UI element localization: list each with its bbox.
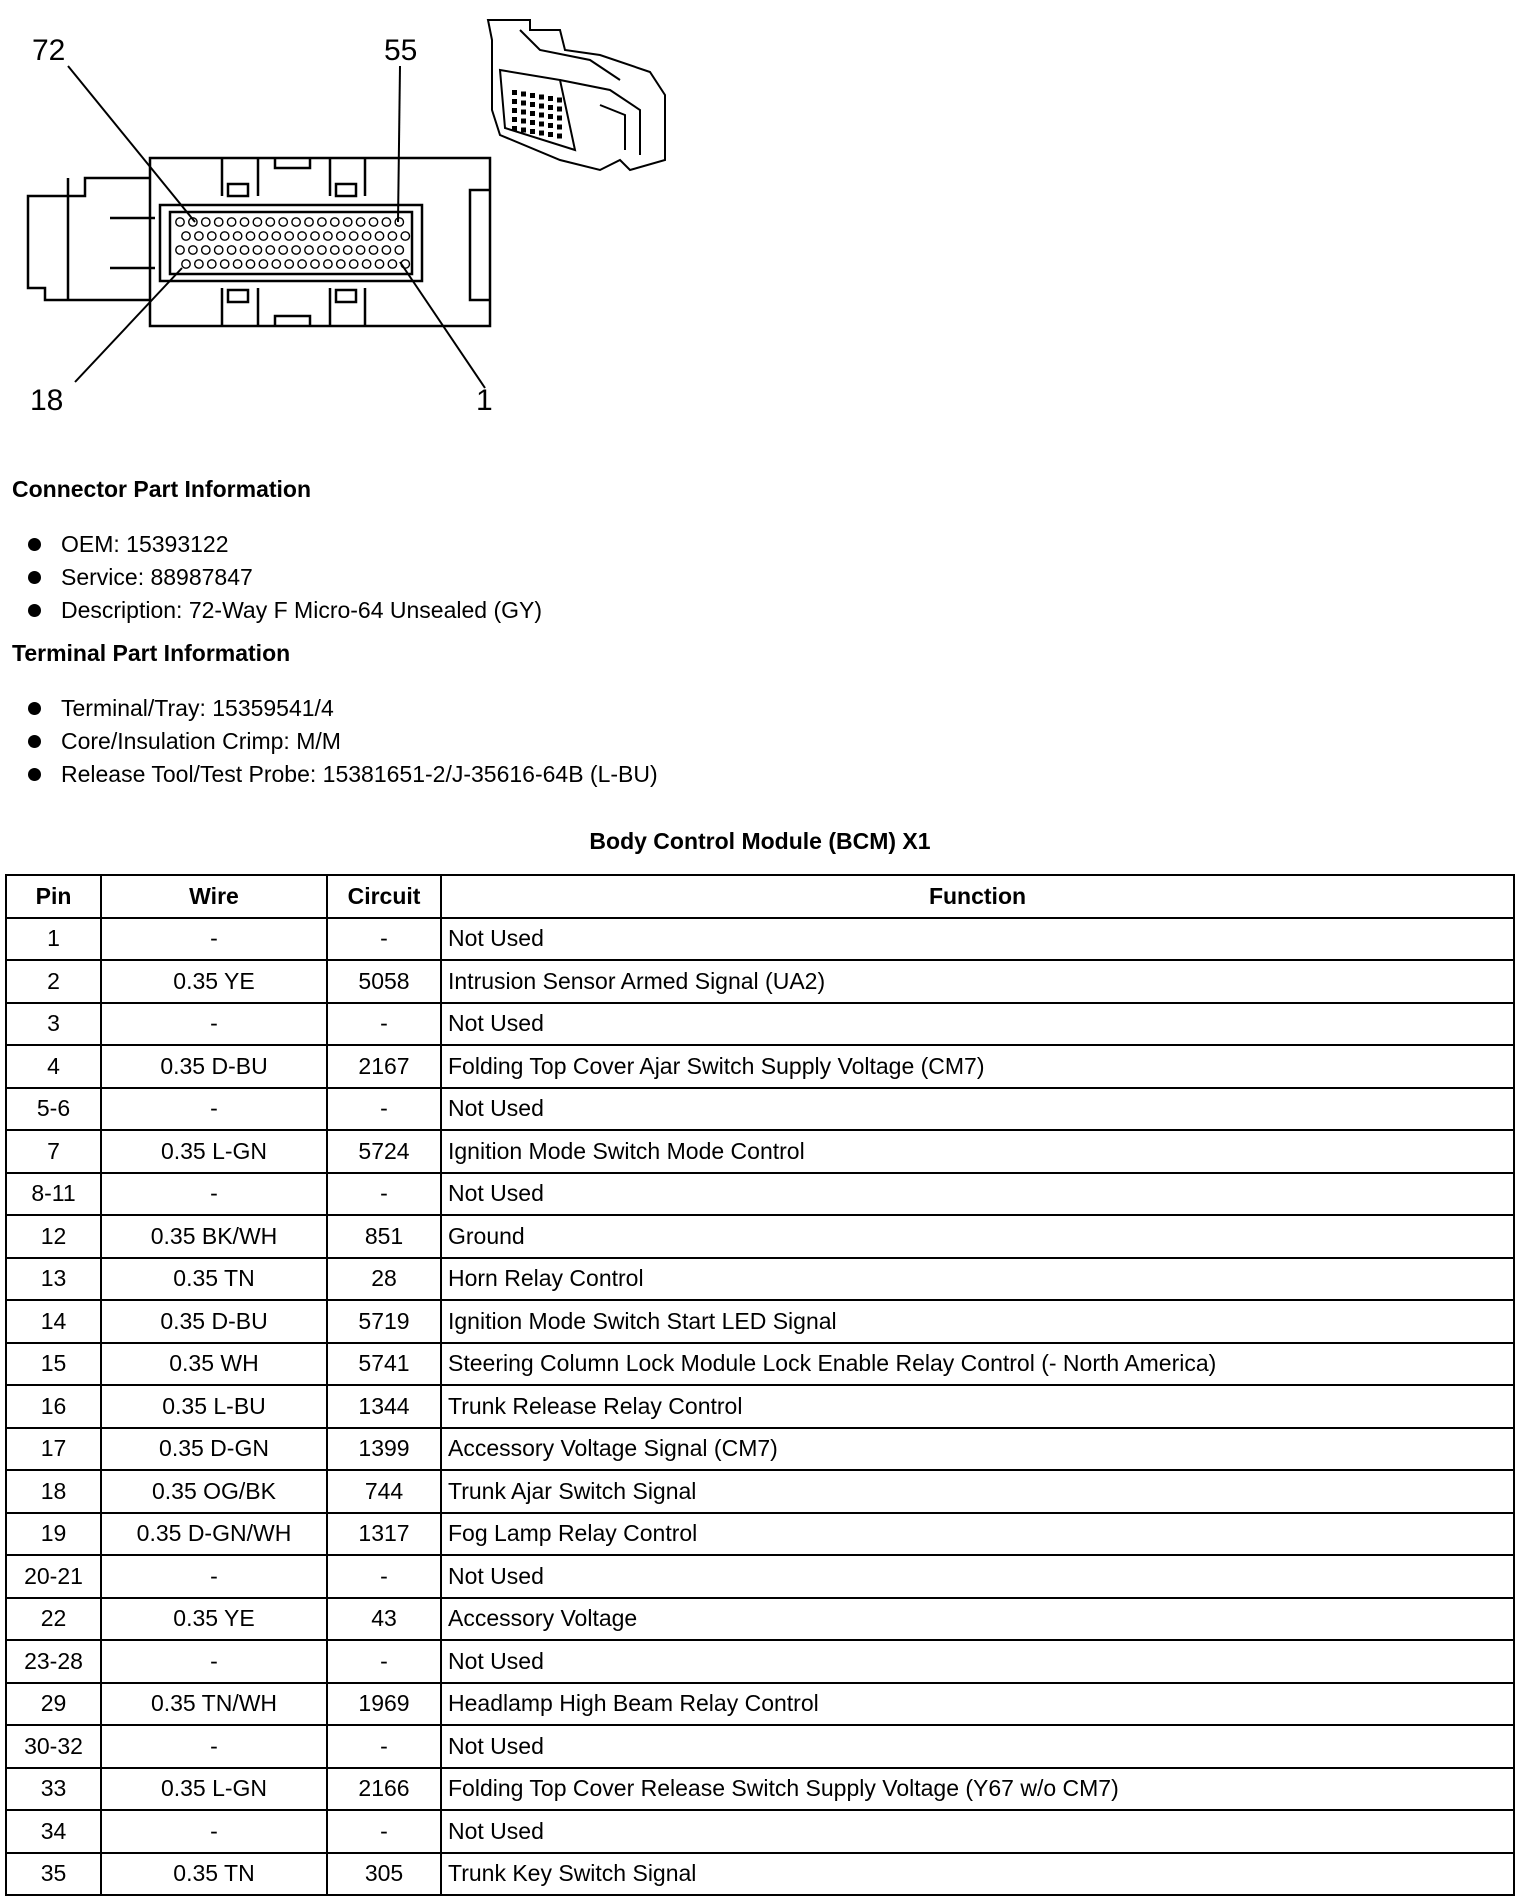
pin-cavity bbox=[266, 246, 274, 254]
table-title: Body Control Module (BCM) X1 bbox=[589, 828, 931, 854]
bullet-icon bbox=[28, 702, 41, 715]
header-wire: Wire bbox=[101, 875, 327, 918]
pin-cavity bbox=[246, 260, 254, 268]
cell-circuit: 1969 bbox=[327, 1683, 441, 1726]
list-item: OEM: 15393122 bbox=[28, 528, 542, 561]
pin-cavity bbox=[240, 246, 248, 254]
cell-circuit: 744 bbox=[327, 1470, 441, 1513]
pin-cavity bbox=[176, 218, 184, 226]
cell-circuit: 5058 bbox=[327, 960, 441, 1003]
pin-cavity-3d bbox=[512, 126, 517, 131]
cell-wire: 0.35 TN bbox=[101, 1853, 327, 1896]
pin-cavity bbox=[227, 246, 235, 254]
cell-function: Not Used bbox=[441, 1088, 1514, 1131]
pin-cavity bbox=[337, 232, 345, 240]
pin-cavity bbox=[182, 260, 190, 268]
cell-circuit: 1399 bbox=[327, 1428, 441, 1471]
pin-cavity bbox=[195, 232, 203, 240]
table-row bbox=[6, 918, 1514, 961]
pin-cavity bbox=[382, 218, 390, 226]
cell-pin: 7 bbox=[6, 1130, 101, 1173]
cell-wire: 0.35 TN/WH bbox=[101, 1683, 327, 1726]
cell-circuit: 43 bbox=[327, 1598, 441, 1641]
pin-cavity-3d bbox=[512, 108, 517, 113]
cell-wire: - bbox=[101, 1725, 327, 1768]
pin-cavity bbox=[182, 232, 190, 240]
cell-pin: 22 bbox=[6, 1598, 101, 1641]
pin-cavity bbox=[259, 232, 267, 240]
cell-function: Folding Top Cover Release Switch Supply Voltage (Y67 w/o CM7) bbox=[441, 1768, 1514, 1811]
table-row bbox=[6, 1513, 1514, 1556]
cell-pin: 33 bbox=[6, 1768, 101, 1811]
list-item: Service: 88987847 bbox=[28, 561, 542, 594]
pin-cavity bbox=[350, 232, 358, 240]
callout-1: 1 bbox=[476, 384, 493, 417]
pin-cavity bbox=[311, 232, 319, 240]
cell-circuit: - bbox=[327, 1003, 441, 1046]
cell-function: Headlamp High Beam Relay Control bbox=[441, 1683, 1514, 1726]
pin-cavity bbox=[318, 246, 326, 254]
cell-pin: 5-6 bbox=[6, 1088, 101, 1131]
pin-cavity bbox=[292, 218, 300, 226]
cell-pin: 19 bbox=[6, 1513, 101, 1556]
terminal-info-title: Terminal Part Information bbox=[12, 640, 291, 666]
table-row bbox=[6, 960, 1514, 1003]
pin-cavity bbox=[344, 218, 352, 226]
pin-cavity-3d bbox=[548, 132, 553, 137]
pin-cavity-3d bbox=[521, 110, 526, 115]
cell-pin: 14 bbox=[6, 1300, 101, 1343]
pin-cavity bbox=[331, 246, 339, 254]
pin-cavity-3d bbox=[557, 125, 562, 130]
pin-cavity bbox=[208, 260, 216, 268]
pin-cavity-3d bbox=[539, 122, 544, 127]
pin-cavity bbox=[362, 260, 370, 268]
pin-cavity bbox=[331, 218, 339, 226]
cell-pin: 20-21 bbox=[6, 1555, 101, 1598]
pin-cavity bbox=[246, 232, 254, 240]
cell-circuit: 5719 bbox=[327, 1300, 441, 1343]
pin-cavity-3d bbox=[548, 114, 553, 119]
cell-pin: 34 bbox=[6, 1810, 101, 1853]
cell-circuit: - bbox=[327, 1555, 441, 1598]
pin-cavity-3d bbox=[539, 104, 544, 109]
cell-wire: 0.35 TN bbox=[101, 1258, 327, 1301]
pin-cavity bbox=[202, 218, 210, 226]
cell-pin: 4 bbox=[6, 1045, 101, 1088]
table-row bbox=[6, 1768, 1514, 1811]
cell-function: Not Used bbox=[441, 918, 1514, 961]
pin-cavity-3d bbox=[512, 99, 517, 104]
pin-cavity bbox=[253, 218, 261, 226]
pin-cavity bbox=[292, 246, 300, 254]
pin-cavity-3d bbox=[539, 95, 544, 100]
cell-function: Accessory Voltage Signal (CM7) bbox=[441, 1428, 1514, 1471]
cell-pin: 30-32 bbox=[6, 1725, 101, 1768]
table-row bbox=[6, 1003, 1514, 1046]
table-row bbox=[6, 1725, 1514, 1768]
table-row bbox=[6, 1088, 1514, 1131]
cell-wire: 0.35 OG/BK bbox=[101, 1470, 327, 1513]
cell-function: Steering Column Lock Module Lock Enable Relay Control (- North America) bbox=[441, 1343, 1514, 1386]
cell-function: Trunk Release Relay Control bbox=[441, 1385, 1514, 1428]
cell-pin: 29 bbox=[6, 1683, 101, 1726]
pin-cavity-3d bbox=[521, 128, 526, 133]
pin-cavity-3d bbox=[539, 131, 544, 136]
cell-pin: 35 bbox=[6, 1853, 101, 1896]
pin-cavity bbox=[253, 246, 261, 254]
pin-cavity-3d bbox=[521, 119, 526, 124]
bullet-icon bbox=[28, 571, 41, 584]
pin-cavity-3d bbox=[557, 98, 562, 103]
pin-cavity bbox=[344, 246, 352, 254]
pin-cavity bbox=[395, 246, 403, 254]
pin-cavity-3d bbox=[530, 93, 535, 98]
cell-wire: 0.35 D-GN/WH bbox=[101, 1513, 327, 1556]
pin-cavity bbox=[189, 246, 197, 254]
cell-wire: - bbox=[101, 1555, 327, 1598]
connector-info-list bbox=[28, 528, 542, 627]
cell-wire: 0.35 BK/WH bbox=[101, 1215, 327, 1258]
callout-55: 55 bbox=[384, 34, 418, 67]
cell-pin: 15 bbox=[6, 1343, 101, 1386]
table-row bbox=[6, 1215, 1514, 1258]
table-row bbox=[6, 1640, 1514, 1683]
bullet-icon bbox=[28, 735, 41, 748]
list-item: Description: 72-Way F Micro-64 Unsealed (GY) bbox=[28, 594, 542, 627]
pin-cavity bbox=[305, 218, 313, 226]
list-item: Release Tool/Test Probe: 15381651-2/J-35616-64B (L-BU) bbox=[28, 758, 658, 791]
pin-cavity bbox=[176, 246, 184, 254]
pin-cavity bbox=[240, 218, 248, 226]
pin-cavity bbox=[369, 246, 377, 254]
cell-pin: 23-28 bbox=[6, 1640, 101, 1683]
pin-cavity-3d bbox=[530, 102, 535, 107]
cell-pin: 13 bbox=[6, 1258, 101, 1301]
pin-cavity bbox=[227, 218, 235, 226]
cell-circuit: 851 bbox=[327, 1215, 441, 1258]
cell-function: Trunk Ajar Switch Signal bbox=[441, 1470, 1514, 1513]
header-pin: Pin bbox=[6, 875, 101, 918]
pin-cavity bbox=[388, 232, 396, 240]
pin-cavity bbox=[285, 232, 293, 240]
cell-wire: 0.35 L-GN bbox=[101, 1130, 327, 1173]
cell-circuit: - bbox=[327, 918, 441, 961]
cell-function: Not Used bbox=[441, 1810, 1514, 1853]
pin-cavity bbox=[208, 232, 216, 240]
pin-cavity-3d bbox=[530, 129, 535, 134]
table-row bbox=[6, 1300, 1514, 1343]
pin-cavity bbox=[305, 246, 313, 254]
cell-function: Not Used bbox=[441, 1555, 1514, 1598]
pin-cavity bbox=[324, 260, 332, 268]
cell-wire: - bbox=[101, 1088, 327, 1131]
cell-function: Not Used bbox=[441, 1640, 1514, 1683]
pin-cavity bbox=[272, 260, 280, 268]
pin-cavity-3d bbox=[512, 90, 517, 95]
cell-pin: 12 bbox=[6, 1215, 101, 1258]
cell-wire: - bbox=[101, 1810, 327, 1853]
pin-cavity-3d bbox=[548, 96, 553, 101]
cell-pin: 16 bbox=[6, 1385, 101, 1428]
cell-wire: 0.35 D-BU bbox=[101, 1300, 327, 1343]
cell-pin: 17 bbox=[6, 1428, 101, 1471]
pin-cavity bbox=[356, 218, 364, 226]
cell-wire: 0.35 D-BU bbox=[101, 1045, 327, 1088]
cell-circuit: - bbox=[327, 1088, 441, 1131]
pin-cavity bbox=[221, 232, 229, 240]
cell-wire: 0.35 L-BU bbox=[101, 1385, 327, 1428]
cell-wire: - bbox=[101, 1640, 327, 1683]
bullet-icon bbox=[28, 768, 41, 781]
pin-cavity-3d bbox=[548, 123, 553, 128]
cell-circuit: 1344 bbox=[327, 1385, 441, 1428]
pin-cavity bbox=[337, 260, 345, 268]
pin-cavity bbox=[215, 246, 223, 254]
bullet-icon bbox=[28, 604, 41, 617]
pin-cavity bbox=[195, 260, 203, 268]
pin-cavity-3d bbox=[548, 105, 553, 110]
cell-wire: - bbox=[101, 1003, 327, 1046]
cell-function: Ignition Mode Switch Mode Control bbox=[441, 1130, 1514, 1173]
cell-circuit: 1317 bbox=[327, 1513, 441, 1556]
cell-circuit: - bbox=[327, 1173, 441, 1216]
connector-info-title: Connector Part Information bbox=[12, 476, 312, 502]
table-row bbox=[6, 1470, 1514, 1513]
callout-18: 18 bbox=[30, 384, 64, 417]
pin-cavity bbox=[350, 260, 358, 268]
pin-cavity bbox=[369, 218, 377, 226]
pin-cavity bbox=[375, 260, 383, 268]
table-row bbox=[6, 1045, 1514, 1088]
cell-function: Ignition Mode Switch Start LED Signal bbox=[441, 1300, 1514, 1343]
callout-72: 72 bbox=[32, 34, 66, 67]
pin-cavity bbox=[382, 246, 390, 254]
pin-cavity bbox=[318, 218, 326, 226]
cell-wire: 0.35 D-GN bbox=[101, 1428, 327, 1471]
table-row bbox=[6, 1258, 1514, 1301]
cell-wire: - bbox=[101, 1173, 327, 1216]
pin-grid bbox=[176, 218, 410, 268]
pin-cavity bbox=[285, 260, 293, 268]
pin-cavity bbox=[279, 218, 287, 226]
pin-cavity bbox=[395, 218, 403, 226]
cell-circuit: - bbox=[327, 1640, 441, 1683]
cell-circuit: - bbox=[327, 1725, 441, 1768]
cell-function: Accessory Voltage bbox=[441, 1598, 1514, 1641]
pin-cavity bbox=[202, 246, 210, 254]
header-function: Function bbox=[441, 875, 1514, 918]
pin-cavity-3d bbox=[557, 107, 562, 112]
table-row bbox=[6, 1428, 1514, 1471]
cell-wire: - bbox=[101, 918, 327, 961]
terminal-info-list bbox=[28, 692, 658, 791]
cell-pin: 1 bbox=[6, 918, 101, 961]
pin-cavity bbox=[298, 232, 306, 240]
pin-cavity bbox=[272, 232, 280, 240]
bullet-icon bbox=[28, 538, 41, 551]
cell-circuit: - bbox=[327, 1810, 441, 1853]
cell-circuit: 305 bbox=[327, 1853, 441, 1896]
table-row bbox=[6, 1173, 1514, 1216]
cell-pin: 18 bbox=[6, 1470, 101, 1513]
cell-wire: 0.35 L-GN bbox=[101, 1768, 327, 1811]
cell-pin: 8-11 bbox=[6, 1173, 101, 1216]
pin-cavity bbox=[221, 260, 229, 268]
pin-cavity bbox=[362, 232, 370, 240]
pin-cavity bbox=[356, 246, 364, 254]
pin-cavity bbox=[298, 260, 306, 268]
pin-cavity bbox=[279, 246, 287, 254]
pin-cavity bbox=[401, 232, 409, 240]
pin-cavity bbox=[259, 260, 267, 268]
list-item: Terminal/Tray: 15359541/4 bbox=[28, 692, 658, 725]
cell-circuit: 2166 bbox=[327, 1768, 441, 1811]
pin-cavity-3d bbox=[530, 120, 535, 125]
table-row bbox=[6, 1385, 1514, 1428]
cell-wire: 0.35 YE bbox=[101, 1598, 327, 1641]
cell-function: Ground bbox=[441, 1215, 1514, 1258]
cell-function: Trunk Key Switch Signal bbox=[441, 1853, 1514, 1896]
table-row bbox=[6, 1853, 1514, 1896]
pin-cavity bbox=[324, 232, 332, 240]
cell-pin: 2 bbox=[6, 960, 101, 1003]
pinout-table bbox=[5, 874, 1515, 1896]
pin-cavity-3d bbox=[521, 92, 526, 97]
pin-cavity bbox=[215, 218, 223, 226]
cell-function: Folding Top Cover Ajar Switch Supply Voltage (CM7) bbox=[441, 1045, 1514, 1088]
pin-cavity-3d bbox=[557, 116, 562, 121]
pin-cavity bbox=[388, 260, 396, 268]
cell-function: Not Used bbox=[441, 1725, 1514, 1768]
connector-diagram bbox=[0, 0, 700, 440]
pin-cavity-3d bbox=[530, 111, 535, 116]
pin-cavity bbox=[375, 232, 383, 240]
cell-pin: 3 bbox=[6, 1003, 101, 1046]
table-header-row bbox=[6, 875, 1514, 918]
cell-wire: 0.35 WH bbox=[101, 1343, 327, 1386]
cell-circuit: 28 bbox=[327, 1258, 441, 1301]
cell-function: Not Used bbox=[441, 1173, 1514, 1216]
table-row bbox=[6, 1130, 1514, 1173]
table-row bbox=[6, 1343, 1514, 1386]
pin-cavity-3d bbox=[521, 101, 526, 106]
pin-cavity bbox=[311, 260, 319, 268]
table-row bbox=[6, 1555, 1514, 1598]
pin-cavity-3d bbox=[539, 113, 544, 118]
cell-function: Not Used bbox=[441, 1003, 1514, 1046]
pin-cavity bbox=[233, 260, 241, 268]
list-item: Core/Insulation Crimp: M/M bbox=[28, 725, 658, 758]
cell-circuit: 5724 bbox=[327, 1130, 441, 1173]
cell-wire: 0.35 YE bbox=[101, 960, 327, 1003]
pin-cavity-3d bbox=[512, 117, 517, 122]
cell-function: Horn Relay Control bbox=[441, 1258, 1514, 1301]
table-row bbox=[6, 1598, 1514, 1641]
cell-circuit: 5741 bbox=[327, 1343, 441, 1386]
cell-function: Fog Lamp Relay Control bbox=[441, 1513, 1514, 1556]
pin-cavity bbox=[266, 218, 274, 226]
table-row bbox=[6, 1683, 1514, 1726]
header-circuit: Circuit bbox=[327, 875, 441, 918]
cell-function: Intrusion Sensor Armed Signal (UA2) bbox=[441, 960, 1514, 1003]
pin-cavity-3d bbox=[557, 134, 562, 139]
table-row bbox=[6, 1810, 1514, 1853]
cell-circuit: 2167 bbox=[327, 1045, 441, 1088]
pin-cavity bbox=[233, 232, 241, 240]
